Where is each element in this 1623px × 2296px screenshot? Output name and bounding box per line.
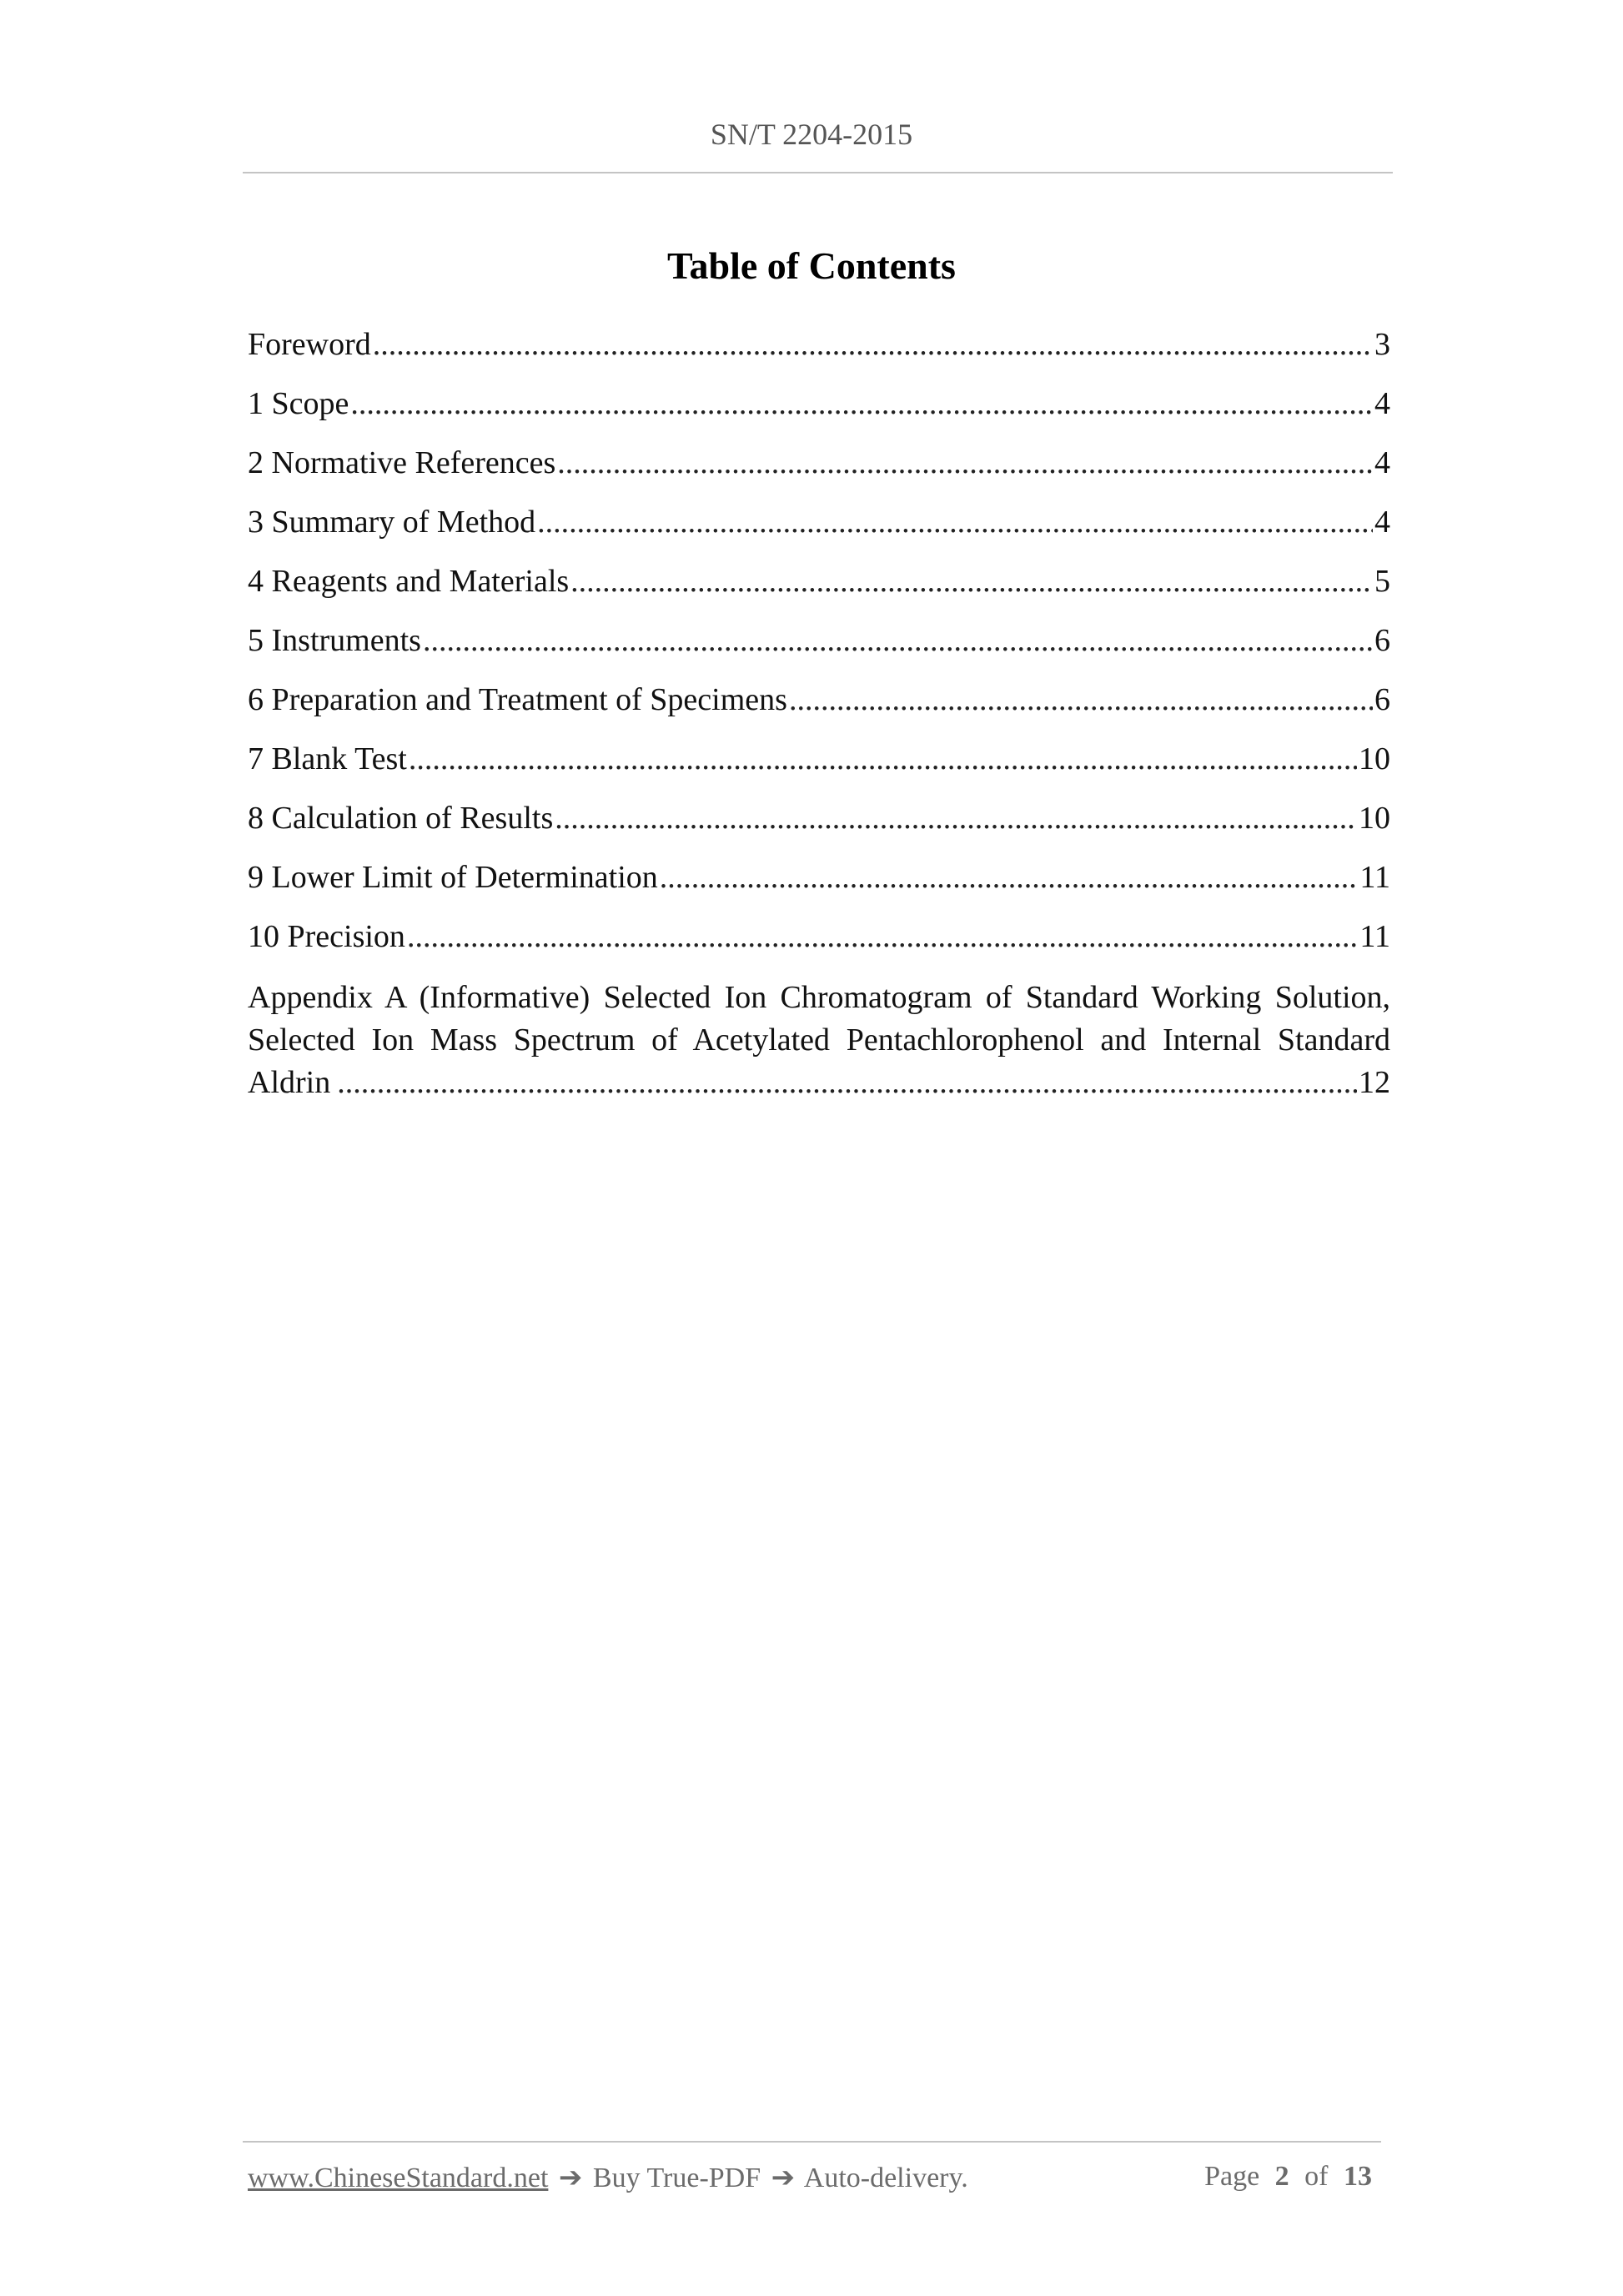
page-of: of [1304, 2161, 1329, 2192]
toc-entry-summary-of-method[interactable] [248, 503, 1390, 562]
toc-entry-label: 8 Calculation of Results [248, 801, 554, 836]
toc-entry-label: Foreword [248, 327, 371, 362]
toc-entry-scope[interactable] [248, 384, 1390, 444]
toc-entry-page: 3 [1374, 327, 1390, 362]
page-current: 2 [1274, 2161, 1289, 2192]
header-divider [243, 172, 1393, 173]
toc-entry-page: 10 [1359, 741, 1390, 776]
arrow-right-icon: ➔ [558, 2163, 583, 2193]
toc-entry-lower-limit[interactable] [248, 858, 1390, 917]
page-total: 13 [1344, 2161, 1372, 2192]
toc-entry-label: 1 Scope [248, 386, 349, 421]
toc-leader-dots [409, 740, 1357, 778]
page-footer [248, 2161, 1380, 2194]
page-label: Page [1204, 2161, 1260, 2192]
toc-entry-label-line: Appendix A (Informative) Selected Ion Chromatogram of Standard Working Solution, [248, 980, 1390, 1015]
toc-entry-calculation-of-results[interactable] [248, 799, 1390, 858]
toc-leader-dots [537, 503, 1373, 541]
toc-entry-label-line: Aldrin [248, 1065, 331, 1100]
toc-entry-label: 6 Preparation and Treatment of Specimens [248, 682, 787, 717]
toc-entry-reagents-and-materials[interactable] [248, 562, 1390, 621]
footer-divider [243, 2141, 1381, 2143]
toc-entry-foreword[interactable] [248, 325, 1390, 384]
toc-entry-label: 5 Instruments [248, 623, 421, 658]
toc-entry-label: 7 Blank Test [248, 741, 407, 776]
toc-leader-dots [660, 858, 1359, 897]
auto-delivery-text: Auto-delivery. [803, 2163, 968, 2193]
toc-entry-instruments[interactable] [248, 621, 1390, 681]
toc-entry-page: 6 [1374, 682, 1390, 717]
toc-entry-label: 4 Reagents and Materials [248, 564, 570, 599]
footer-promo [248, 2161, 968, 2194]
toc-entry-page: 4 [1374, 445, 1390, 480]
toc-entry-label: 2 Normative References [248, 445, 556, 480]
toc-entry-normative-references[interactable] [248, 444, 1390, 503]
toc-leader-dots [555, 799, 1357, 837]
toc-entry-page: 11 [1359, 919, 1390, 954]
toc-entry-label: 3 Summary of Method [248, 505, 536, 540]
toc-leader-dots [789, 681, 1373, 719]
toc-entry-page: 5 [1374, 564, 1390, 599]
toc-entry-label-line: Selected Ion Mass Spectrum of Acetylated Pentachlorophenol and Internal Standard [248, 1022, 1390, 1058]
toc-entry-page: 10 [1359, 801, 1390, 836]
toc-entry-page: 4 [1374, 505, 1390, 540]
toc-entry-page: 4 [1374, 386, 1390, 421]
toc-entry-preparation-of-specimens[interactable] [248, 681, 1390, 740]
toc-entry-appendix-a[interactable] [248, 977, 1390, 1104]
toc-entry-label: 9 Lower Limit of Determination [248, 860, 658, 895]
toc-entry-page: 12 [1359, 1065, 1390, 1100]
toc-entry-precision[interactable] [248, 917, 1390, 977]
toc-list [248, 325, 1390, 1104]
page-number [1204, 2161, 1380, 2194]
website-link[interactable]: www.ChineseStandard.net [248, 2163, 549, 2193]
arrow-right-icon: ➔ [771, 2163, 796, 2193]
toc-entry-page: 11 [1359, 860, 1390, 895]
toc-leader-dots [337, 1062, 1357, 1104]
toc-leader-dots [407, 917, 1358, 956]
toc-title: Table of Contents [667, 244, 956, 287]
toc-leader-dots [570, 562, 1373, 600]
toc-leader-dots [557, 444, 1373, 482]
toc-entry-label: 10 Precision [248, 919, 405, 954]
toc-leader-dots [373, 325, 1373, 364]
toc-leader-dots [423, 621, 1373, 660]
buy-pdf-text: Buy True-PDF [592, 2163, 761, 2193]
toc-entry-page: 6 [1374, 623, 1390, 658]
toc-leader-dots [350, 384, 1373, 423]
running-header: SN/T 2204-2015 [710, 118, 913, 151]
toc-entry-blank-test[interactable] [248, 740, 1390, 799]
